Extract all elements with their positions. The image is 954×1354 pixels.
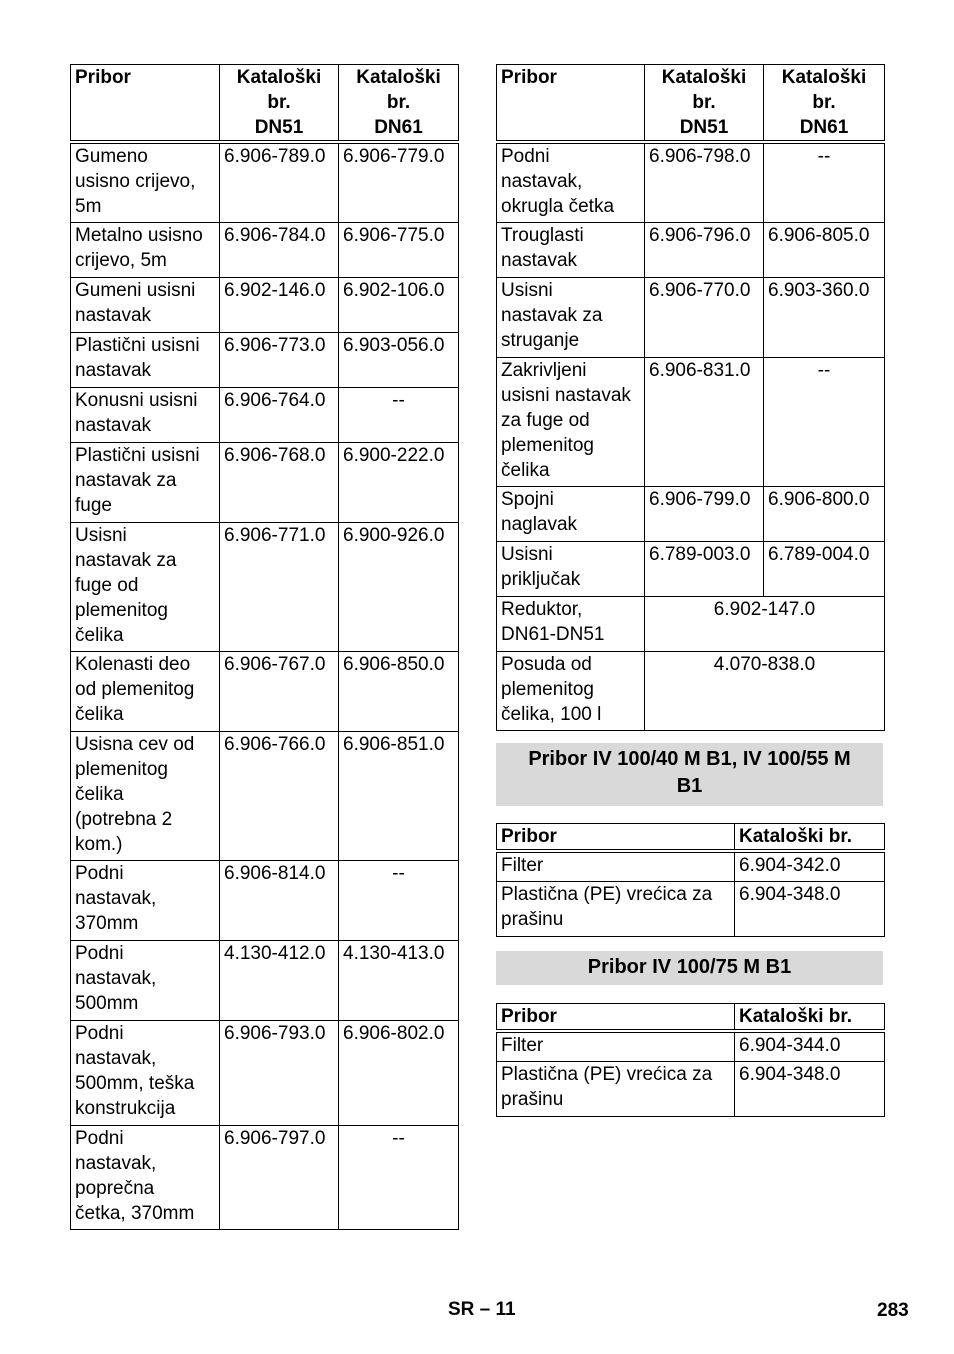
catalog-dn61: 6.900-222.0 <box>339 442 459 522</box>
catalog-dn61: 6.906-800.0 <box>764 486 885 541</box>
accessory-name <box>497 486 645 541</box>
table-row <box>71 940 459 1020</box>
text-line: DN61 <box>374 117 423 138</box>
text-line: nastavak, <box>501 171 583 192</box>
text-line: od plemenitog <box>75 678 195 700</box>
text-line: Pribor <box>501 67 557 88</box>
accessory-name <box>497 651 645 730</box>
page-number: 283 <box>877 1300 909 1321</box>
text-line: struganje <box>501 329 580 351</box>
catalog-number: 6.904-344.0 <box>735 1031 885 1061</box>
text-line: 5m <box>75 196 102 217</box>
table-row <box>71 731 459 860</box>
catalog-number-merged: 6.902-147.0 <box>645 596 885 651</box>
accessory-name <box>71 387 220 442</box>
text-line: Plastična (PE) vrećica za <box>501 1063 713 1085</box>
accessory-name <box>497 1061 735 1116</box>
text-line: (potrebna 2 <box>75 808 173 830</box>
text-line: Usisni <box>501 279 553 301</box>
text-line: Podni <box>501 146 550 167</box>
text-line: 500mm <box>75 992 139 1014</box>
table-row <box>71 522 459 651</box>
catalog-dn51: 6.906-799.0 <box>645 486 764 541</box>
catalog-dn51: 6.789-003.0 <box>645 541 764 596</box>
text-line: DN61 <box>799 117 849 138</box>
text-line: usisni nastavak <box>501 384 631 406</box>
text-line: nastavak <box>75 359 152 381</box>
table-header-row <box>497 1004 885 1032</box>
table-row <box>497 541 885 596</box>
text-line: Usisna cev od <box>75 733 195 755</box>
table-row <box>71 860 459 940</box>
catalog-dn61: 4.130-413.0 <box>339 940 459 1020</box>
text-line: nastavak <box>75 304 152 326</box>
catalog-dn51: 6.906-771.0 <box>220 522 339 651</box>
text-line: konstrukcija <box>75 1097 176 1119</box>
text-line: Filter <box>501 1035 544 1056</box>
table-row <box>497 277 885 357</box>
text-line: nastavak <box>501 249 578 271</box>
catalog-dn61: 6.906-850.0 <box>339 651 459 731</box>
header-catalog-no: Kataloški br. <box>735 824 885 852</box>
catalog-dn61: 6.906-805.0 <box>764 222 885 277</box>
text-line: priključak <box>501 568 581 590</box>
text-line: DN51 <box>679 117 729 138</box>
text-line: Plastični usisni <box>75 444 200 466</box>
text-line: čelika <box>75 783 124 805</box>
catalog-dn51: 6.906-764.0 <box>220 387 339 442</box>
section-title-iv-100-40-55 <box>496 743 883 806</box>
table-row <box>497 596 885 651</box>
accessory-name <box>71 940 220 1020</box>
catalog-dn51: 6.906-814.0 <box>220 860 339 940</box>
table-header-row <box>497 65 885 143</box>
text-line: br. <box>267 92 291 113</box>
catalog-dn51: 6.906-767.0 <box>220 651 339 731</box>
table-row <box>71 1020 459 1125</box>
catalog-dn51: 6.906-797.0 <box>220 1125 339 1229</box>
table-row <box>71 442 459 522</box>
text-line: nastavak za <box>501 304 603 326</box>
text-line: B1 <box>676 775 703 797</box>
accessory-name <box>71 222 220 277</box>
catalog-dn51: 6.906-770.0 <box>645 277 764 357</box>
text-line: nastavak, <box>75 1047 157 1069</box>
text-line: DN61-DN51 <box>501 623 605 645</box>
header-accessory <box>71 65 220 143</box>
accessory-name <box>71 1020 220 1125</box>
table-row <box>497 222 885 277</box>
header-catalog-dn61 <box>339 65 459 143</box>
text-line: Reduktor, <box>501 598 583 620</box>
accessory-name <box>71 142 220 222</box>
text-line: usisno crijevo, <box>75 171 196 192</box>
accessories-table-left <box>70 64 459 1230</box>
table-row <box>71 387 459 442</box>
text-line: br. <box>386 92 411 113</box>
text-line: čelika, 100 l <box>501 703 602 725</box>
table-row <box>71 651 459 731</box>
text-line: fuge od <box>75 574 139 596</box>
catalog-dn61: -- <box>339 387 459 442</box>
text-line: okrugla četka <box>501 196 615 217</box>
text-line: Trouglasti <box>501 224 584 246</box>
table-row <box>71 142 459 222</box>
header-catalog-dn61 <box>764 65 885 143</box>
catalog-dn61: 6.906-775.0 <box>339 222 459 277</box>
accessories-table-iv-100-40-55 <box>496 823 885 937</box>
text-line: Podni <box>75 1127 124 1149</box>
table-row <box>497 1031 885 1061</box>
text-line: Zakrivljeni <box>501 359 587 381</box>
catalog-dn51: 6.906-766.0 <box>220 731 339 860</box>
accessory-name <box>71 860 220 940</box>
catalog-dn61: 6.906-779.0 <box>339 142 459 222</box>
catalog-dn51: 6.906-784.0 <box>220 222 339 277</box>
catalog-dn51: 6.906-831.0 <box>645 357 764 486</box>
text-line: plemenitog <box>75 758 168 780</box>
section-title-iv-100-75 <box>496 951 883 985</box>
accessory-name <box>497 881 735 936</box>
table-row <box>497 486 885 541</box>
text-line: Kataloški <box>236 67 322 88</box>
accessories-table-right <box>496 64 885 731</box>
table-row <box>497 1061 885 1116</box>
accessory-name <box>71 442 220 522</box>
text-line: Posuda od <box>501 653 592 675</box>
text-line: nastavak za <box>75 469 177 491</box>
text-line: prašinu <box>501 1088 564 1110</box>
table-row <box>497 357 885 486</box>
accessory-name <box>71 522 220 651</box>
text-line: Kataloški <box>661 67 747 88</box>
table-row <box>71 1125 459 1229</box>
text-line: br. <box>812 92 836 113</box>
catalog-dn61: -- <box>339 860 459 940</box>
text-line: Spojni <box>501 488 554 510</box>
table-header-row <box>71 65 459 143</box>
table-row <box>497 651 885 730</box>
text-line: prašinu <box>501 908 564 930</box>
accessory-name <box>71 277 220 332</box>
text-line: kom.) <box>75 833 123 855</box>
text-line: nastavak, <box>75 1152 157 1174</box>
text-line: nastavak, <box>75 967 157 989</box>
accessories-table-iv-100-75 <box>496 1003 885 1117</box>
text-line: nastavak za <box>75 549 177 571</box>
text-line: Kolenasti deo <box>75 653 191 675</box>
text-line: 500mm, teška <box>75 1072 195 1094</box>
accessory-name <box>497 222 645 277</box>
text-line: četka, 370mm <box>75 1202 195 1224</box>
catalog-number-merged: 4.070-838.0 <box>645 651 885 730</box>
header-accessory: Pribor <box>497 824 735 852</box>
catalog-dn61: -- <box>764 357 885 486</box>
text-line: Kataloški <box>356 67 441 88</box>
text-line: čelika <box>75 703 124 725</box>
catalog-number: 6.904-348.0 <box>735 881 885 936</box>
text-line: Gumeno <box>75 146 148 167</box>
catalog-dn51: 6.906-796.0 <box>645 222 764 277</box>
table-row <box>71 332 459 387</box>
header-accessory <box>497 65 645 143</box>
accessory-name <box>497 357 645 486</box>
text-line: plemenitog <box>75 599 168 621</box>
text-line: Plastična (PE) vrećica za <box>501 883 713 905</box>
text-line: Metalno usisno <box>75 224 203 246</box>
text-line: Usisni <box>75 524 127 546</box>
text-line: čelika <box>501 459 550 481</box>
accessory-name <box>497 596 645 651</box>
text-line: Gumeni usisni <box>75 279 196 301</box>
table-row <box>71 222 459 277</box>
text-line: Pribor <box>75 67 131 88</box>
header-catalog-dn51 <box>220 65 339 143</box>
text-line: za fuge od <box>501 409 590 431</box>
table-row <box>497 142 885 222</box>
accessory-name <box>497 1031 735 1061</box>
accessory-name <box>497 277 645 357</box>
text-line: Podni <box>75 942 124 964</box>
catalog-number: 6.904-342.0 <box>735 851 885 881</box>
text-line: Plastični usisni <box>75 334 200 356</box>
accessory-name <box>497 142 645 222</box>
text-line: Pribor IV 100/40 M B1, IV 100/55 M <box>528 748 851 770</box>
catalog-dn61: 6.906-802.0 <box>339 1020 459 1125</box>
text-line: nastavak, <box>75 887 157 909</box>
text-line: naglavak <box>501 513 578 535</box>
text-line: 370mm <box>75 912 139 934</box>
catalog-dn61: 6.789-004.0 <box>764 541 885 596</box>
text-line: Pribor IV 100/75 M B1 <box>587 956 792 978</box>
catalog-dn61: -- <box>339 1125 459 1229</box>
catalog-number: 6.904-348.0 <box>735 1061 885 1116</box>
catalog-dn61: 6.903-360.0 <box>764 277 885 357</box>
catalog-dn51: 6.906-793.0 <box>220 1020 339 1125</box>
table-header-row <box>497 824 885 852</box>
text-line: Podni <box>75 862 124 884</box>
header-catalog-no: Kataloški br. <box>735 1004 885 1032</box>
accessory-name <box>71 651 220 731</box>
text-line: plemenitog <box>501 678 594 700</box>
text-line: DN51 <box>254 117 304 138</box>
catalog-dn51: 6.906-773.0 <box>220 332 339 387</box>
text-line: br. <box>692 92 716 113</box>
header-catalog-dn51 <box>645 65 764 143</box>
catalog-dn51: 6.906-789.0 <box>220 142 339 222</box>
text-line: Konusni usisni <box>75 389 198 411</box>
text-line: čelika <box>75 624 124 646</box>
accessory-name <box>497 851 735 881</box>
table-row <box>497 881 885 936</box>
catalog-dn61: -- <box>764 142 885 222</box>
text-line: Kataloški <box>781 67 867 88</box>
catalog-dn51: 6.902-146.0 <box>220 277 339 332</box>
text-line: plemenitog <box>501 434 594 456</box>
catalog-dn61: 6.906-851.0 <box>339 731 459 860</box>
table-row <box>497 851 885 881</box>
accessory-name <box>497 541 645 596</box>
table-row <box>71 277 459 332</box>
text-line: Podni <box>75 1022 124 1044</box>
text-line: nastavak <box>75 414 152 436</box>
text-line: Usisni <box>501 543 553 565</box>
accessory-name <box>71 1125 220 1229</box>
catalog-dn51: 4.130-412.0 <box>220 940 339 1020</box>
catalog-dn61: 6.903-056.0 <box>339 332 459 387</box>
header-accessory: Pribor <box>497 1004 735 1032</box>
accessory-name <box>71 731 220 860</box>
text-line: Filter <box>501 855 544 876</box>
text-line: fuge <box>75 494 112 516</box>
catalog-dn61: 6.900-926.0 <box>339 522 459 651</box>
catalog-dn61: 6.902-106.0 <box>339 277 459 332</box>
accessory-name <box>71 332 220 387</box>
text-line: poprečna <box>75 1177 155 1199</box>
catalog-dn51: 6.906-798.0 <box>645 142 764 222</box>
footer-section-label: SR – 11 <box>448 1299 516 1320</box>
text-line: crijevo, 5m <box>75 249 167 271</box>
catalog-dn51: 6.906-768.0 <box>220 442 339 522</box>
